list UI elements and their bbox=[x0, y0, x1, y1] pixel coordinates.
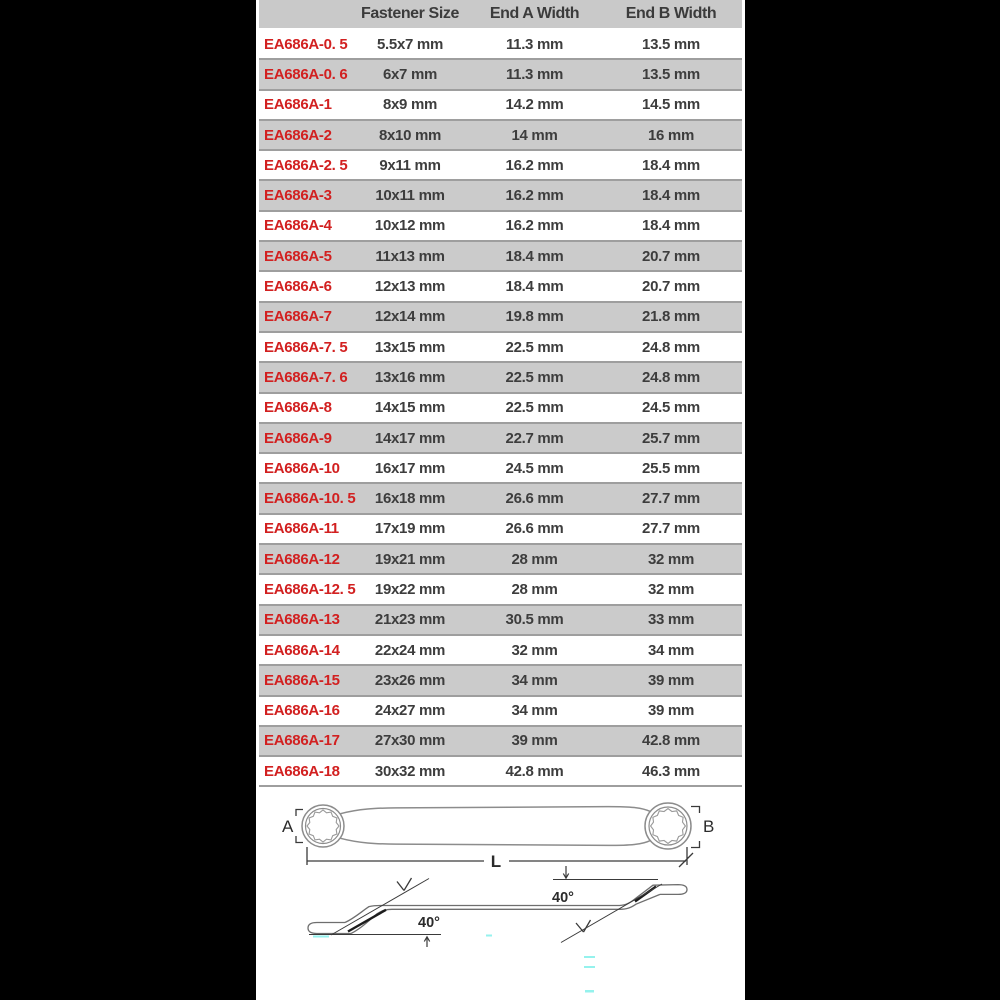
scan-artifact bbox=[584, 956, 595, 958]
cell-end-b-width: 39 mm bbox=[647, 671, 695, 689]
dim-b-bracket bbox=[691, 807, 700, 848]
table-row bbox=[259, 543, 742, 573]
dim-label-l: L bbox=[490, 852, 502, 871]
content-area bbox=[256, 0, 745, 1000]
cell-end-a-width: 11.3 mm bbox=[505, 35, 564, 53]
cell-end-b-width: 18.4 mm bbox=[642, 187, 700, 205]
cell-model: EA686A-15 bbox=[264, 671, 340, 689]
cell-end-b-width: 32 mm bbox=[647, 580, 695, 598]
table-row bbox=[259, 179, 742, 209]
cell-model: EA686A-3 bbox=[264, 187, 332, 205]
cell-fastener-size: 10x12 mm bbox=[374, 217, 446, 235]
wrench-top-view bbox=[302, 803, 691, 849]
table-row bbox=[259, 725, 742, 755]
header-cell-end-a-width: End A Width bbox=[489, 5, 580, 22]
cell-end-a-width: 22.5 mm bbox=[505, 338, 564, 356]
table-row bbox=[259, 119, 742, 149]
wrench-side-view bbox=[308, 885, 687, 934]
side-top-edge bbox=[345, 885, 687, 923]
cell-end-a-width: 28 mm bbox=[511, 580, 558, 598]
cell-fastener-size: 13x15 mm bbox=[374, 338, 446, 356]
cell-model: EA686A-12 bbox=[264, 550, 340, 568]
cell-end-b-width: 21.8 mm bbox=[642, 308, 700, 326]
table-body bbox=[259, 28, 742, 787]
cell-fastener-size: 19x22 mm bbox=[374, 580, 446, 598]
cell-fastener-size: 14x17 mm bbox=[374, 429, 446, 447]
cell-end-b-width: 39 mm bbox=[647, 702, 695, 720]
dim-l-tick-right bbox=[679, 847, 693, 867]
angle-left-tick bbox=[397, 878, 412, 891]
table-row bbox=[259, 270, 742, 300]
cell-model: EA686A-18 bbox=[264, 762, 340, 780]
table-row bbox=[259, 210, 742, 240]
cell-model: EA686A-4 bbox=[264, 217, 332, 235]
angle-right-tick bbox=[576, 920, 591, 932]
cell-end-a-width: 16.2 mm bbox=[505, 187, 564, 205]
cell-model: EA686A-16 bbox=[264, 702, 340, 720]
table-row bbox=[259, 89, 742, 119]
cell-end-a-width: 11.3 mm bbox=[505, 65, 564, 83]
cell-end-b-width: 24.5 mm bbox=[642, 399, 700, 417]
cell-end-a-width: 19.8 mm bbox=[505, 308, 564, 326]
cell-end-b-width: 14.5 mm bbox=[642, 96, 700, 114]
angle-right-diagonal bbox=[561, 884, 662, 943]
cell-model: EA686A-5 bbox=[264, 247, 332, 265]
cell-end-b-width: 13.5 mm bbox=[642, 35, 700, 53]
header-cell-fastener-size: Fastener Size bbox=[361, 5, 459, 22]
table-row bbox=[259, 452, 742, 482]
cell-end-a-width: 24.5 mm bbox=[505, 459, 564, 477]
cell-fastener-size: 11x13 mm bbox=[375, 247, 445, 265]
cell-fastener-size: 30x32 mm bbox=[374, 762, 446, 780]
table-row bbox=[259, 695, 742, 725]
cell-end-b-width: 18.4 mm bbox=[642, 217, 700, 235]
cell-end-a-width: 22.5 mm bbox=[505, 368, 564, 386]
cell-end-b-width: 20.7 mm bbox=[642, 247, 700, 265]
side-left-neck-accent bbox=[348, 910, 386, 932]
table-row bbox=[259, 755, 742, 785]
cell-end-b-width: 34 mm bbox=[647, 641, 695, 659]
cell-end-b-width: 13.5 mm bbox=[642, 65, 700, 83]
cell-fastener-size: 8x10 mm bbox=[378, 126, 442, 144]
cell-end-a-width: 30.5 mm bbox=[505, 611, 564, 629]
cell-model: EA686A-13 bbox=[264, 611, 340, 629]
cell-model: EA686A-17 bbox=[264, 732, 340, 750]
cell-end-a-width: 26.6 mm bbox=[505, 520, 564, 538]
table-row bbox=[259, 331, 742, 361]
angle-label-right: 40° bbox=[552, 890, 574, 906]
cell-end-b-width: 46.3 mm bbox=[642, 762, 700, 780]
table-row bbox=[259, 301, 742, 331]
cell-end-b-width: 16 mm bbox=[647, 126, 695, 144]
angle-left-diagonal bbox=[331, 879, 429, 936]
cell-fastener-size: 6x7 mm bbox=[382, 65, 438, 83]
cell-end-b-width: 24.8 mm bbox=[642, 368, 700, 386]
cell-fastener-size: 10x11 mm bbox=[375, 187, 445, 205]
cell-model: EA686A-7 bbox=[264, 308, 332, 326]
scan-artifacts bbox=[313, 935, 595, 993]
cell-end-a-width: 16.2 mm bbox=[505, 156, 564, 174]
wrench-diagram bbox=[256, 790, 745, 1000]
cell-end-b-width: 25.7 mm bbox=[642, 429, 700, 447]
dim-label-a: A bbox=[282, 817, 294, 836]
cell-end-b-width: 24.8 mm bbox=[642, 338, 700, 356]
cell-end-b-width: 25.5 mm bbox=[642, 459, 700, 477]
scan-artifact bbox=[313, 936, 329, 938]
angle-label-left: 40° bbox=[418, 915, 440, 931]
cell-model: EA686A-2 bbox=[264, 126, 332, 144]
cell-end-a-width: 42.8 mm bbox=[505, 762, 564, 780]
cell-fastener-size: 17x19 mm bbox=[374, 520, 446, 538]
cell-model: EA686A-0. 6 bbox=[264, 65, 348, 83]
cell-model: EA686A-10 bbox=[264, 459, 340, 477]
cell-fastener-size: 24x27 mm bbox=[374, 702, 446, 720]
cell-fastener-size: 5.5x7 mm bbox=[377, 35, 443, 53]
cell-end-a-width: 16.2 mm bbox=[505, 217, 564, 235]
cell-fastener-size: 19x21 mm bbox=[374, 550, 446, 568]
cell-model: EA686A-2. 5 bbox=[264, 156, 348, 174]
cell-end-b-width: 20.7 mm bbox=[642, 278, 700, 296]
table-row bbox=[259, 664, 742, 694]
cell-end-a-width: 18.4 mm bbox=[505, 247, 564, 265]
table-row bbox=[259, 28, 742, 58]
cell-end-a-width: 34 mm bbox=[511, 671, 558, 689]
cell-model: EA686A-7. 6 bbox=[264, 368, 348, 386]
table-row bbox=[259, 573, 742, 603]
table-row bbox=[259, 604, 742, 634]
angle-left-arrow bbox=[424, 937, 429, 947]
cell-end-b-width: 27.7 mm bbox=[642, 490, 700, 508]
cell-model: EA686A-12. 5 bbox=[264, 580, 356, 598]
cell-model: EA686A-1 bbox=[264, 96, 332, 114]
cell-end-a-width: 28 mm bbox=[511, 550, 558, 568]
cell-fastener-size: 16x17 mm bbox=[374, 459, 446, 477]
table-row bbox=[259, 361, 742, 391]
cell-model: EA686A-9 bbox=[264, 429, 332, 447]
header-cell-end-b-width: End B Width bbox=[625, 5, 717, 22]
cell-fastener-size: 21x23 mm bbox=[374, 611, 446, 629]
cell-fastener-size: 9x11 mm bbox=[379, 156, 441, 174]
table-row bbox=[259, 513, 742, 543]
cell-end-a-width: 22.5 mm bbox=[505, 399, 564, 417]
cell-end-a-width: 34 mm bbox=[511, 702, 558, 720]
cell-fastener-size: 27x30 mm bbox=[374, 732, 446, 750]
cell-model: EA686A-7. 5 bbox=[264, 338, 348, 356]
cell-end-a-width: 14.2 mm bbox=[505, 96, 564, 114]
scan-artifact bbox=[584, 966, 595, 968]
dim-label-b: B bbox=[703, 817, 715, 836]
table-row bbox=[259, 392, 742, 422]
cell-end-a-width: 32 mm bbox=[511, 641, 558, 659]
angle-right-arrow bbox=[563, 866, 568, 878]
cell-model: EA686A-11 bbox=[264, 520, 339, 538]
scan-artifact bbox=[486, 935, 492, 937]
cell-end-a-width: 14 mm bbox=[511, 126, 558, 144]
table-row bbox=[259, 240, 742, 270]
cell-end-a-width: 18.4 mm bbox=[505, 278, 564, 296]
cell-model: EA686A-14 bbox=[264, 641, 340, 659]
table-row bbox=[259, 422, 742, 452]
cell-model: EA686A-6 bbox=[264, 278, 332, 296]
cell-fastener-size: 12x13 mm bbox=[374, 278, 446, 296]
cell-model: EA686A-8 bbox=[264, 399, 332, 417]
cell-end-a-width: 22.7 mm bbox=[505, 429, 564, 447]
cell-fastener-size: 14x15 mm bbox=[374, 399, 446, 417]
wrench-shaft-outline bbox=[340, 838, 651, 845]
dimension-b bbox=[691, 807, 700, 848]
cell-end-b-width: 42.8 mm bbox=[642, 732, 700, 750]
side-bottom-edge bbox=[351, 894, 660, 933]
scan-artifact bbox=[585, 990, 594, 993]
side-left-head bbox=[308, 923, 351, 934]
table-row bbox=[259, 482, 742, 512]
cell-fastener-size: 8x9 mm bbox=[382, 96, 438, 114]
cell-fastener-size: 13x16 mm bbox=[374, 368, 446, 386]
wrench-shaft-outline bbox=[340, 807, 651, 814]
cell-end-a-width: 39 mm bbox=[511, 732, 558, 750]
cell-end-b-width: 18.4 mm bbox=[642, 156, 700, 174]
cell-fastener-size: 12x14 mm bbox=[374, 308, 446, 326]
cell-end-b-width: 27.7 mm bbox=[642, 520, 700, 538]
cell-fastener-size: 23x26 mm bbox=[374, 671, 446, 689]
cell-end-b-width: 32 mm bbox=[647, 550, 695, 568]
cell-end-a-width: 26.6 mm bbox=[505, 490, 564, 508]
table-row bbox=[259, 634, 742, 664]
table-row bbox=[259, 149, 742, 179]
cell-model: EA686A-10. 5 bbox=[264, 490, 356, 508]
cell-fastener-size: 16x18 mm bbox=[374, 490, 446, 508]
table-header-row bbox=[259, 0, 742, 28]
cell-fastener-size: 22x24 mm bbox=[374, 641, 446, 659]
cell-model: EA686A-0. 5 bbox=[264, 35, 348, 53]
cell-end-b-width: 33 mm bbox=[647, 611, 695, 629]
table-row bbox=[259, 58, 742, 88]
spec-table bbox=[256, 0, 745, 787]
